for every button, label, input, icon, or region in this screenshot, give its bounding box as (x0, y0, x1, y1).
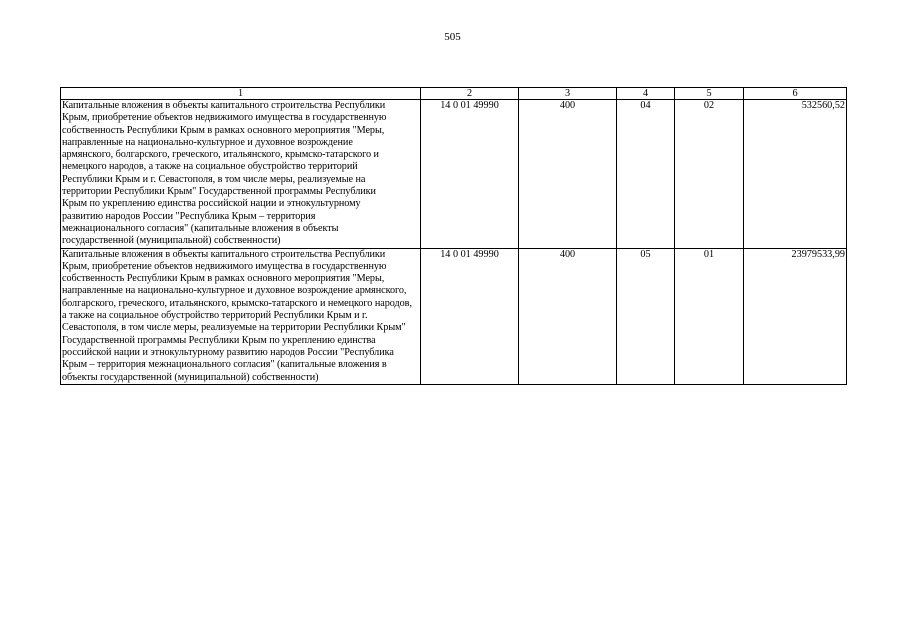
column-header-3: 3 (519, 88, 617, 100)
page-number: 505 (444, 31, 461, 43)
budget-table (60, 87, 847, 385)
section-code: 04 (617, 100, 675, 249)
column-header-2: 2 (421, 88, 519, 100)
subsection-code: 01 (675, 248, 744, 384)
target-article-code: 14 0 01 49990 (421, 100, 519, 249)
column-header-1: 1 (61, 88, 421, 100)
column-header-6: 6 (744, 88, 847, 100)
table-row (61, 100, 847, 249)
amount-value: 532560,52 (744, 100, 847, 249)
expense-type-code: 400 (519, 248, 617, 384)
row-description: Капитальные вложения в объекты капитального строительства Республики Крым, приобретение объектов недвижимого имущества в государственную собственность Республики Крым в рамках основного мероприятия "Меры, направленные на национально-культурное и духовное возрождение армянского, болгарского, греческого, итальянского, крымско-татарского и немецкого народов, а также на социальное обустройство территорий Республики Крым и г. Севастополя, в том числе меры, реализуемые на территории Республики Крым" Государственной программы Республики Крым по укреплению единства российской нации и этнокультурному развитию народов России "Республика Крым – территория межнационального согласия" (капитальные вложения в объекты государственной (муниципальной) собственности) (61, 248, 421, 384)
amount-value: 23979533,99 (744, 248, 847, 384)
expense-type-code: 400 (519, 100, 617, 249)
subsection-code: 02 (675, 100, 744, 249)
row-description: Капитальные вложения в объекты капитального строительства Республики Крым, приобретение объектов недвижимого имущества в государственную собственность Республики Крым в рамках основного мероприятия "Меры, направленные на национально-культурное и духовное возрождение армянского, болгарского, греческого, итальянского, крымско-татарского и немецкого народов, а также на социальное обустройство территорий Республики Крым и г. Севастополя, в том числе меры, реализуемые на территории Республики Крым" Государственной программы Республики Крым по укреплению единства российской нации и этнокультурному развитию народов России "Республика Крым – территория межнационального согласия" (капитальные вложения в объекты государственной (муниципальной) собственности) (61, 100, 421, 249)
section-code: 05 (617, 248, 675, 384)
table-row (61, 248, 847, 384)
column-header-4: 4 (617, 88, 675, 100)
table-header-row (61, 88, 847, 100)
column-header-5: 5 (675, 88, 744, 100)
target-article-code: 14 0 01 49990 (421, 248, 519, 384)
